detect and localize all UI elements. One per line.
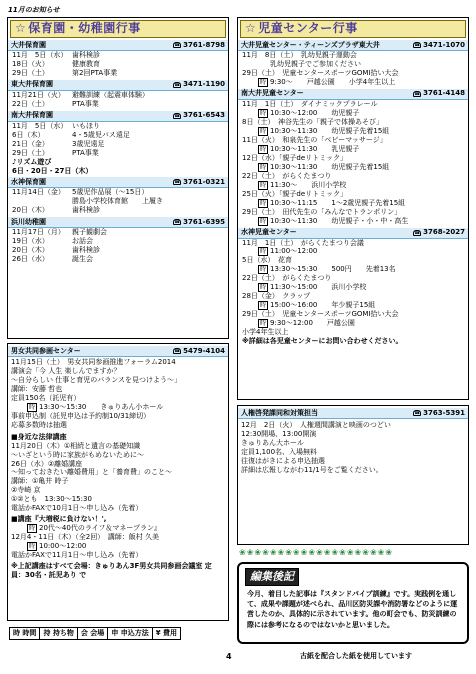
center-list — [238, 40, 468, 346]
list-item — [11, 551, 225, 560]
list-item — [11, 451, 225, 460]
tel-number: 3761-8798 — [183, 40, 225, 49]
line-text: 11:30～ 浜川小学校 — [270, 180, 347, 189]
nursery-section — [8, 111, 228, 176]
tel-number: 3471-1070 — [423, 40, 465, 49]
phone-icon: ☎ — [414, 229, 421, 236]
line-text: 26日（水）②離婚講座 — [11, 459, 83, 468]
flower-decoration: ❀❀❀❀❀❀❀❀❀❀❀❀❀❀❀❀❀❀❀❀ — [239, 548, 394, 557]
list-item — [11, 412, 225, 421]
list-item — [238, 265, 468, 274]
line-text: 乳幼児親子でご参加ください — [242, 59, 361, 68]
line-text: 講師：①亀井 時子 — [11, 477, 69, 486]
line-text: 13:30～15:30 きゅりあん小ホール — [39, 402, 164, 411]
time-icon: 時 — [29, 525, 36, 533]
event-date: 11月17日（月） — [12, 228, 65, 237]
tel-number: 3761-6395 — [183, 217, 225, 226]
event-date: 6日（木） — [12, 130, 45, 139]
tel-number: 3768-2027 — [423, 228, 465, 237]
line-text: 29日（土） 田代先生の「みんなでトランポリン」 — [242, 207, 402, 216]
list-item — [8, 140, 228, 149]
center-section — [238, 228, 468, 347]
list-item — [11, 421, 225, 430]
line-text: 講師：安藤 哲也 — [11, 384, 63, 393]
phone-icon: ☎ — [414, 41, 421, 48]
section-name: 大井保育園 — [11, 40, 46, 49]
time-icon: 時 — [260, 248, 267, 256]
line-text: 事前申込制（託児申込は予約制10/31締切） — [11, 411, 151, 420]
line-text: 12:30開場、13:00開演 — [241, 429, 317, 438]
editorial-title: 編集後記 — [245, 568, 299, 586]
list-item — [238, 292, 468, 301]
list-item: 6日・20日・27日（木） — [12, 166, 93, 175]
gender-event-lines — [8, 357, 228, 431]
line-text: 電話かFAXで11月1日～申し込み（先着） — [11, 551, 143, 560]
nursery-banner: ☆ 保育園・幼稚園行事 — [10, 20, 226, 38]
list-item — [241, 457, 465, 466]
tel-number: 3471-1190 — [183, 80, 225, 89]
event-date: 20日（木） — [12, 206, 49, 215]
event-date: 11月 5日（水） — [12, 121, 68, 130]
line-text: 11月 8日（土） 乳幼児親子運動会 — [242, 51, 357, 59]
list-item — [8, 188, 228, 197]
phone-icon: ☎ — [174, 179, 181, 186]
list-item — [238, 127, 468, 136]
list-item — [238, 208, 468, 217]
event-title: 歯科検診 — [72, 206, 100, 215]
phone-number — [173, 41, 225, 50]
event-title: 誕生会 — [72, 255, 93, 264]
tel-number: 3761-0321 — [183, 178, 225, 186]
line-text: ～知っておきたい離婚費用」と「養育費」のこと～ — [11, 468, 172, 477]
event-title: 4・5歳児バス遠足 — [72, 130, 130, 139]
event-date: 20日（木） — [12, 246, 49, 255]
gender-center-header: 男女共同参画センター ☎ 5479-4104 — [8, 346, 228, 357]
time-icon: 時 — [260, 266, 267, 274]
list-item — [11, 460, 225, 469]
list-item — [11, 477, 225, 486]
phone-number — [173, 178, 225, 187]
list-item — [238, 199, 468, 208]
list-item — [8, 237, 228, 246]
list-item — [241, 466, 465, 475]
list-item — [238, 217, 468, 226]
event-title: PTA事業 — [72, 148, 99, 157]
list-item — [238, 328, 468, 337]
list-item — [11, 524, 225, 533]
phone-icon: ☎ — [174, 41, 181, 48]
line-text: 10:30～11:30 乳児親子 — [270, 144, 360, 153]
section-header — [238, 89, 468, 100]
time-icon: 時 — [260, 109, 267, 117]
list-item — [241, 421, 465, 430]
time-icon: 時 — [260, 284, 267, 292]
nursery-section — [8, 177, 228, 215]
line-text: 28日（金） クラップ — [242, 292, 311, 301]
time-icon: 時 — [260, 302, 267, 310]
time-icon: 時 — [260, 127, 267, 135]
phone-number — [413, 89, 465, 98]
list-item — [8, 60, 228, 69]
list-item — [8, 100, 228, 109]
list-item — [238, 136, 468, 145]
list-item — [238, 190, 468, 199]
section-name: 水神保育園 — [11, 178, 46, 186]
gender-footnote: ※上記講座はすべて会場：きゅりあん3F男女共同参画会議室 定員：30名・託児あり で — [11, 562, 212, 580]
line-text: 定員150名（託児有） — [11, 393, 81, 402]
section-name: 南大井児童センター — [241, 89, 304, 98]
star-icon: ☆ — [245, 21, 257, 36]
law-title: ■身近な法律講座 — [11, 432, 67, 441]
event-date: 29日（土） — [12, 148, 49, 157]
phone-number — [413, 228, 465, 237]
list-item — [11, 376, 225, 385]
section-name: 東大井保育園 — [11, 80, 53, 89]
list-item — [238, 301, 468, 310]
section-header — [8, 111, 228, 122]
time-icon: 時 — [29, 543, 36, 551]
event-title: 歯科検診 — [72, 51, 100, 59]
line-text: 11月 1日（土） ダイナミックプラレール — [242, 99, 378, 108]
event-title: 第2回PTA事業 — [72, 68, 118, 77]
list-item — [241, 439, 465, 448]
line-text: 11月 1日（土） がらくたまつり会議 — [242, 238, 364, 247]
page-number: 4 — [226, 652, 232, 661]
list-item — [11, 542, 225, 551]
time-icon: 時 — [260, 217, 267, 225]
list-item: ♪リズム遊び — [12, 157, 52, 166]
section-name: 大井児童センター・ティーンズプラザ東大井 — [241, 40, 380, 49]
event-date — [12, 197, 72, 206]
line-text: 22日（土） がらくたまつり — [242, 274, 332, 283]
list-item — [238, 118, 468, 127]
legend-item: 申 申込方法 — [108, 628, 152, 639]
event-date: 26日（水） — [12, 255, 49, 264]
list-item — [11, 367, 225, 376]
list-item — [238, 145, 468, 154]
list-item — [11, 385, 225, 394]
line-text: 講演会「今 人生 楽しんでますか？ — [11, 366, 121, 375]
life-lines — [8, 524, 228, 560]
line-text: ～いざという時に家族がもめないために～ — [11, 450, 144, 459]
section-header — [8, 217, 228, 228]
event-date: 29日（土） — [12, 68, 49, 77]
event-date: 22日（土） — [12, 99, 49, 108]
list-item — [238, 181, 468, 190]
tel-number: 3761-6543 — [183, 111, 225, 120]
list-item — [238, 109, 468, 118]
section-name: 浜川幼稚園 — [11, 217, 46, 226]
section-name: 水神児童センター — [241, 228, 297, 237]
list-item — [8, 228, 228, 237]
list-item — [11, 358, 225, 367]
list-item — [238, 310, 468, 319]
event-date: 18日（火） — [12, 59, 49, 68]
phone-icon: ☎ — [174, 347, 181, 354]
line-text: 12日（水）「親子deリトミック」 — [242, 153, 348, 162]
phone-icon: ☎ — [174, 112, 181, 119]
list-item — [8, 149, 228, 158]
phone-icon: ☎ — [174, 81, 181, 88]
law-lines — [8, 442, 228, 514]
event-title: 親子観劇会 — [72, 228, 107, 237]
center-banner: ☆ 児童センター行事 — [240, 20, 466, 38]
event-title: 3歳児遠足 — [72, 139, 105, 148]
list-item — [238, 247, 468, 256]
phone-icon: ☎ — [414, 90, 421, 97]
line-text: 11月20日（木）①相続と遺言の基礎知識 — [11, 441, 141, 450]
phone-number — [413, 41, 465, 50]
section-header — [238, 40, 468, 51]
event-title: 勝島小学校体育館 上履き — [72, 197, 163, 206]
tel-number: 3761-4148 — [423, 89, 465, 98]
list-item — [238, 78, 468, 87]
line-text: 10:00～12:00 — [39, 542, 87, 551]
list-item — [238, 163, 468, 172]
legend-item: 会 会場 — [78, 628, 108, 639]
list-item — [238, 319, 468, 328]
list-item — [8, 69, 228, 78]
list-item — [238, 274, 468, 283]
event-title: お話会 — [72, 237, 93, 246]
line-text: 10:30～11:30 幼児親子先着15組 — [270, 126, 390, 135]
line-text: 20代～40代のライフ＆マネープラン』 — [39, 524, 162, 533]
nursery-section — [8, 40, 228, 78]
section-header — [238, 228, 468, 239]
line-text: 8日（土） 神谷先生の「親子で体操あそび」 — [242, 117, 383, 126]
legend-item: 時 時間 — [10, 628, 40, 639]
list-item — [238, 283, 468, 292]
event-title: 5歳児作品展（～15日） — [72, 188, 149, 197]
time-icon: 時 — [260, 181, 267, 189]
list-item — [11, 403, 225, 412]
line-text: ～自分らしい 仕事と育児のバランスを見つけよう～」 — [11, 375, 182, 384]
section-name: 南大井保育園 — [11, 111, 53, 120]
center-section — [238, 89, 468, 226]
event-date: 21日（金） — [12, 139, 49, 148]
list-item — [238, 172, 468, 181]
list-item — [8, 206, 228, 215]
list-item — [8, 122, 228, 131]
list-item — [11, 495, 225, 504]
time-icon: 時 — [260, 78, 267, 86]
human-rights-lines — [238, 419, 468, 477]
line-text: 定員1,100名、入場無料 — [241, 447, 318, 456]
list-item — [238, 51, 468, 60]
line-text: 29日（土） 児童センタースポーツGOMI拾い大会 — [242, 68, 399, 77]
time-icon: 時 — [29, 403, 36, 411]
section-header — [8, 177, 228, 188]
event-date: 11月21日（火） — [12, 90, 65, 99]
list-item — [238, 60, 468, 69]
event-date: 11月 5日（水） — [12, 51, 68, 59]
event-title: PTA事業 — [72, 99, 99, 108]
nursery-events-box — [7, 17, 229, 339]
month-header: 11月のお知らせ — [8, 6, 60, 14]
line-text: 10:30～11:30 幼児親子・小・中・高生 — [270, 216, 409, 225]
list-item — [241, 448, 465, 457]
event-title: 歯科検診 — [72, 246, 100, 255]
list-item — [11, 486, 225, 495]
editorial-body: 今月、着目した記事は『スタンドパイプ訓練』です。実践例を通して、成果や課題が述べられ、品川区防災課や消防署などのように運営したのか、具体的に示されています。他の町会でも、防災訓練の際には参考になるのではないかと思いました。 — [247, 590, 458, 629]
list-item — [238, 239, 468, 248]
phone-number — [173, 111, 225, 120]
event-title: 避難訓練（起震車体験） — [72, 90, 149, 99]
list-item — [11, 468, 225, 477]
phone-icon: ☎ — [414, 409, 421, 416]
center-note: ※詳細は各児童センターにお問い合わせください。 — [242, 337, 403, 346]
section-header — [8, 40, 228, 51]
line-text: 9:30～12:00 戸越公園 — [270, 319, 355, 328]
center-section — [238, 40, 468, 87]
line-text: 5日（水） 花育 — [242, 256, 292, 265]
list-item — [241, 430, 465, 439]
time-icon: 時 — [260, 320, 267, 328]
list-item — [238, 69, 468, 78]
line-text: 10:30～12:00 幼児親子 — [270, 108, 360, 117]
list-item — [11, 504, 225, 513]
section-header — [8, 80, 228, 91]
line-text: 応募多数時は抽選 — [11, 420, 67, 429]
line-text: 往復はがきによる申込抽選 — [241, 456, 325, 465]
list-item — [8, 197, 228, 206]
list-item — [11, 442, 225, 451]
line-text: 25日（火）「親子deリトミック」 — [242, 189, 348, 198]
time-icon: 時 — [260, 199, 267, 207]
line-text: 13:30～15:30 500円 先着13名 — [270, 265, 396, 274]
human-rights-header: 人権啓発課同和対策担当 ☎ 3763-5391 — [238, 408, 468, 419]
list-item — [8, 91, 228, 100]
line-text: 10:30～11:15 1～2歳児親子先着15組 — [270, 198, 406, 207]
list-item — [238, 256, 468, 265]
list-item — [238, 154, 468, 163]
line-text: ①②とも 13:30～15:30 — [11, 495, 92, 504]
line-text: 29日（土） 児童センタースポーツGOMI拾い大会 — [242, 310, 399, 319]
nursery-list — [8, 40, 228, 264]
editorial-box — [237, 562, 469, 644]
recycle-note: 古紙を配合した紙を使用しています — [300, 652, 412, 660]
nursery-section — [8, 217, 228, 264]
event-title: 健康教育 — [72, 59, 100, 68]
star-icon: ☆ — [15, 21, 27, 36]
line-text: 12月4・11日（木）（全2回） 講師：飯村 久美 — [11, 533, 159, 542]
list-item — [11, 533, 225, 542]
line-text: 15:00～16:00 年少親子15組 — [270, 301, 376, 310]
event-date: 11月14日（金） — [12, 188, 65, 197]
phone-number — [173, 218, 225, 227]
line-text: 11:00～12:00 — [270, 247, 318, 256]
legend — [9, 627, 181, 640]
line-text: 電話かFAXで10月1日～申し込み（先着） — [11, 504, 143, 513]
nursery-section — [8, 80, 228, 109]
life-title: ■講座『大増税に負けない！', — [11, 515, 107, 524]
legend-item: ¥ 費用 — [155, 629, 178, 637]
line-text: 10:30～11:30 幼児親子先着15組 — [270, 162, 390, 171]
center-events-box — [237, 17, 469, 400]
line-text: 22日（土） がらくたまつり — [242, 171, 332, 180]
event-title: いもほり — [72, 121, 100, 130]
phone-icon: ☎ — [174, 219, 181, 226]
line-text: 詳細は広報しながわ11/1号をご覧ください。 — [241, 465, 383, 474]
human-rights-box — [237, 405, 469, 545]
line-text: ②寺崎 京 — [11, 486, 41, 495]
line-text: きゅりあん大ホール — [241, 438, 304, 447]
event-date: 19日（水） — [12, 237, 49, 246]
line-text: 9:30～ 戸越公園 小学4年生以上 — [270, 77, 396, 86]
list-item — [238, 100, 468, 109]
line-text: 12月 2日（火） 人権週間講演と映画のつどい — [241, 421, 391, 429]
gender-center-box — [7, 343, 229, 621]
list-item — [8, 246, 228, 255]
line-text: 11日（火） 和泉先生の「ベビーマッサージ」 — [242, 135, 387, 144]
time-icon: 時 — [260, 163, 267, 171]
legend-item: 持 持ち物 — [40, 628, 77, 639]
phone-number — [173, 80, 225, 89]
list-item — [11, 394, 225, 403]
list-item — [8, 255, 228, 264]
line-text: 小学4年生以上 — [242, 328, 289, 337]
line-text: 11月15日（土） 男女共同参画推進フォーラム2014 — [11, 358, 176, 366]
list-item — [8, 131, 228, 140]
time-icon: 時 — [260, 145, 267, 153]
list-item — [8, 51, 228, 60]
line-text: 11:30～15:00 浜川小学校 — [270, 283, 367, 292]
